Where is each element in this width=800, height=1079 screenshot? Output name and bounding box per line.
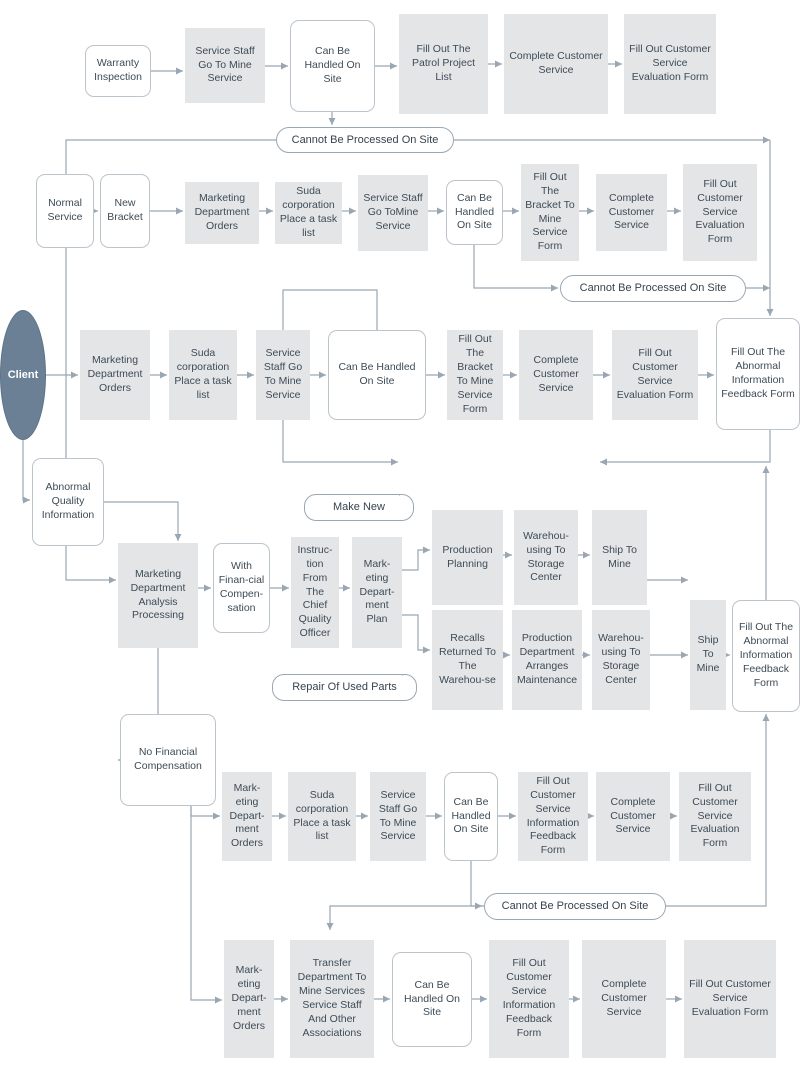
node-label: Ship To Mine <box>602 543 637 570</box>
node-label: Can Be Handled On Site <box>338 361 416 387</box>
node-r1_eval <box>624 14 716 114</box>
node-label: Can Be Handled On Site <box>403 978 461 1019</box>
node-label: Service Staff Go To Mine Service <box>263 347 303 401</box>
node-label: Fill Out Customer Service Evaluation Form <box>629 43 711 83</box>
node-r6_feedback <box>489 940 569 1058</box>
node-label: Make New <box>333 501 385 514</box>
node-warehouse_storage2 <box>592 610 650 710</box>
node-label: Fill Out The Bracket To Mine Service Form <box>456 333 494 415</box>
node-label: Complete Customer Service <box>509 50 603 76</box>
node-warranty_inspection <box>85 45 151 97</box>
node-client <box>0 310 46 440</box>
node-r3_abnormal_form <box>716 318 800 430</box>
node-label: Marketing Department Orders <box>194 192 250 232</box>
node-r5_mkt_orders <box>222 772 272 861</box>
node-r5_feedback <box>518 772 588 861</box>
node-r2_staff_go <box>358 175 428 251</box>
node-label: Fill Out Customer Service Information Feedback Form <box>526 774 580 857</box>
node-ship_to_mine2 <box>690 600 726 710</box>
node-label: Mark-eting Depart-ment Orders <box>229 781 265 850</box>
node-r1_patrol_list <box>399 14 488 114</box>
node-label: Cannot Be Processed On Site <box>291 133 439 146</box>
node-r1_onsite <box>290 20 375 112</box>
node-label: Fill Out Customer Service Evaluation Form <box>616 347 694 401</box>
node-label: With Finan-cial Compen-sation <box>218 560 265 614</box>
node-r5_eval <box>679 772 751 861</box>
node-label: Complete Customer Service <box>601 978 647 1018</box>
node-label: Fill Out Customer Service Evaluation Form <box>690 781 740 850</box>
node-abnormal_form2 <box>732 600 800 712</box>
node-label: Complete Customer Service <box>533 354 579 394</box>
node-label: Complete Customer Service <box>610 795 656 836</box>
node-label: Suda corporation Place a task list <box>293 788 351 843</box>
node-label: Fill Out The Abnormal Information Feedback Form <box>738 621 794 689</box>
node-r2_mkt_orders <box>185 182 259 244</box>
node-r6_mkt_orders <box>224 940 274 1058</box>
node-label: Complete Customer Service <box>608 191 655 232</box>
node-label_cannot1 <box>276 127 454 153</box>
node-prod_maintenance <box>512 610 582 710</box>
node-r2_complete <box>596 174 667 251</box>
node-label: Mark-eting Depart-ment Plan <box>359 557 395 626</box>
node-instruction_cqo <box>291 537 339 648</box>
node-mkt_analysis <box>118 543 198 648</box>
node-prod_planning <box>432 510 503 605</box>
node-label: Repair Of Used Parts <box>292 681 397 694</box>
node-label: Transfer Department To Mine Services Service Staff And Other Associations <box>297 957 367 1039</box>
node-recalls_returned <box>432 610 503 710</box>
node-label: Recalls Returned To The Warehou-se <box>438 632 496 686</box>
node-label: Suda corporation Place a task list <box>174 347 232 401</box>
node-label: Can Be Handled On Site <box>451 795 491 836</box>
node-label: Service Staff Go To Mine Service <box>195 44 255 85</box>
node-label: Suda corporation Place a task list <box>279 185 338 239</box>
node-label_make_new <box>304 494 414 521</box>
node-r1_staff_go <box>185 28 265 103</box>
node-r5_onsite <box>444 772 498 861</box>
node-r2_eval <box>683 164 757 261</box>
node-label: Client <box>7 368 39 381</box>
node-label: Instruc-tion From The Chief Quality Officer <box>297 543 333 640</box>
node-r3_onsite <box>328 330 426 420</box>
node-r5_suda <box>288 772 356 861</box>
node-label: Service Staff Go To Mine Service <box>378 788 418 843</box>
node-label: Fill Out The Abnormal Information Feedback Form <box>721 346 795 400</box>
node-abnormal_quality <box>32 458 104 546</box>
node-label: New Bracket <box>107 197 143 223</box>
node-label: Fill Out Customer Service Evaluation Form <box>695 177 745 246</box>
node-label: Mark-eting Depart-ment Orders <box>231 964 267 1032</box>
node-r6_transfer <box>290 940 374 1058</box>
node-new_bracket <box>100 174 150 248</box>
node-label: Service Staff Go ToMine Service <box>363 192 423 232</box>
node-r3_eval <box>612 330 698 420</box>
node-r2_onsite <box>446 180 503 245</box>
node-label: Fill Out Customer Service Information Feedback Form <box>502 957 556 1039</box>
node-label: Fill Out The Patrol Project List <box>411 43 476 83</box>
node-label: Can Be Handled On Site <box>454 191 495 232</box>
node-label: Marketing Department Analysis Processing <box>130 567 186 622</box>
node-r6_onsite <box>392 952 472 1047</box>
node-label: No Financial Compensation <box>134 746 202 772</box>
node-label: Abnormal Quality Information <box>41 481 95 521</box>
node-label: Warehou-using To Storage Center <box>523 529 569 584</box>
node-r3_suda <box>169 330 237 420</box>
node-no_comp <box>120 714 216 806</box>
node-r3_mkt_orders <box>80 330 150 420</box>
node-label: Production Planning <box>442 543 493 570</box>
node-label: Ship To Mine <box>696 634 720 674</box>
node-label: Warranty Inspection <box>94 57 142 83</box>
node-r2_suda <box>275 182 342 244</box>
node-label: Cannot Be Processed On Site <box>579 282 727 295</box>
node-label_cannot3 <box>484 893 666 920</box>
node-label_repair_used <box>272 674 417 701</box>
node-label: Can Be Handled On Site <box>304 45 361 85</box>
node-r1_complete <box>504 14 608 114</box>
node-r5_staff_go <box>370 772 426 861</box>
node-r3_staff_go <box>256 330 310 420</box>
node-r6_eval <box>684 940 776 1058</box>
node-label: Fill Out The Bracket To Mine Service Form <box>525 170 575 253</box>
node-label_cannot2 <box>560 275 746 302</box>
node-r5_complete <box>596 772 670 861</box>
node-r6_complete <box>582 940 666 1058</box>
node-label: Production Department Arranges Maintenance <box>516 632 578 686</box>
node-with_comp <box>213 543 270 633</box>
node-label: Marketing Department Orders <box>87 354 143 394</box>
node-label: Normal Service <box>47 197 83 223</box>
node-ship_to_mine1 <box>592 510 647 605</box>
node-warehouse_storage1 <box>514 510 578 605</box>
node-label: Fill Out Customer Service Evaluation Form <box>689 978 771 1018</box>
node-label: Warehou-using To Storage Center <box>598 632 644 686</box>
node-r2_bracket_form <box>521 164 579 261</box>
node-r3_complete <box>519 330 593 420</box>
node-r3_bracket_form <box>447 330 503 420</box>
node-label: Cannot Be Processed On Site <box>501 900 649 913</box>
node-normal_service <box>36 174 94 248</box>
node-mkt_plan <box>352 537 402 648</box>
